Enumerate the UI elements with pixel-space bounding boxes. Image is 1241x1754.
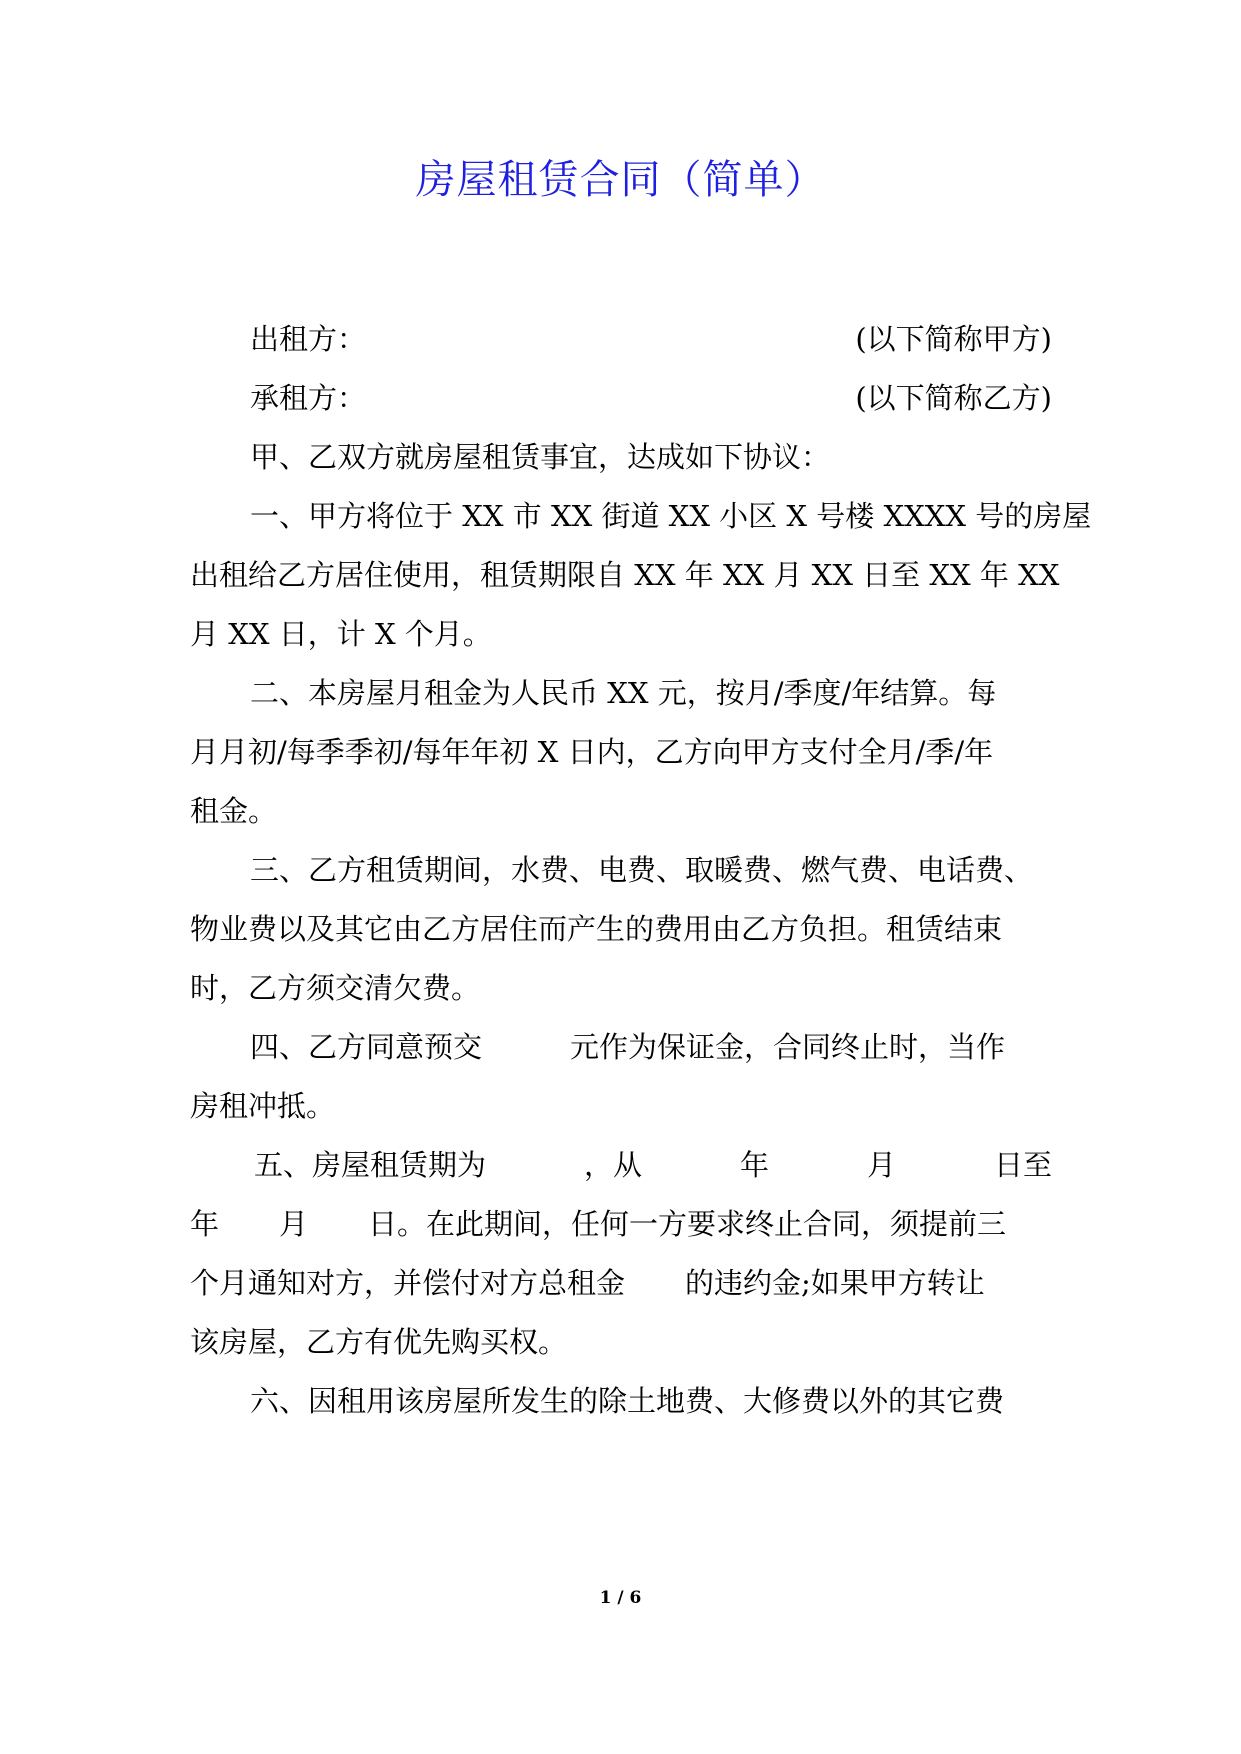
lessee-label: 承租方： (250, 381, 367, 415)
lessor-line (250, 307, 1052, 371)
page-number: 1 / 6 (599, 1588, 642, 1608)
clause-4-line-2: 房租冲抵。 (190, 1089, 336, 1123)
clause-5-text-a: 五、房屋租赁期为 (254, 1148, 487, 1182)
clause-5-day-text: 日。在此期间，任何一方要求终止合同，须提前三 (368, 1207, 1007, 1241)
clause-5-year: 年 (190, 1207, 220, 1241)
clause-5-text-d: 月 (866, 1148, 896, 1182)
clause-5-line-3 (190, 1251, 1052, 1315)
clause-2-line-3: 租金。 (190, 794, 278, 828)
clause-2-line-1: 二、本房屋月租金为人民币 XX 元，按月/季度/年结算。每 (250, 676, 997, 710)
document-title: 房屋租赁合同（简单） (415, 157, 826, 203)
clause-3-line-2: 物业费以及其它由乙方居住而产生的费用由乙方负担。租赁结束 (190, 912, 1003, 946)
intro-paragraph: 甲、乙双方就房屋租赁事宜，达成如下协议： (250, 440, 831, 474)
clause-4-text-b: 元作为保证金，合同终止时，当作 (570, 1030, 1006, 1064)
clause-5-line-1 (254, 1133, 1052, 1197)
lessee-alias: (以下简称乙方) (855, 381, 1052, 415)
clause-5-month: 月 (279, 1207, 309, 1241)
clause-3-line-3: 时，乙方须交清欠费。 (190, 971, 481, 1005)
lessor-alias: (以下简称甲方) (855, 322, 1052, 356)
clause-5-line-4: 该房屋，乙方有优先购买权。 (190, 1325, 568, 1359)
clause-2-line-2: 月月初/每季季初/每年年初 X 日内，乙方向甲方支付全月/季/年 (190, 735, 994, 769)
clause-4-text-a: 四、乙方同意预交 (250, 1030, 483, 1064)
clause-5-text-c: 年 (739, 1148, 769, 1182)
lessee-line (250, 366, 1052, 430)
clause-6-line-1: 六、因租用该房屋所发生的除土地费、大修费以外的其它费 (250, 1384, 1005, 1418)
clause-5-text-e: 日至 (993, 1148, 1052, 1182)
clause-5-text-b: ，从 (583, 1148, 642, 1182)
clause-1-line-1: 一、甲方将位于 XX 市 XX 街道 XX 小区 X 号楼 XXXX 号的房屋 (250, 499, 1092, 533)
clause-5-penalty-a: 个月通知对方，并偿付对方总租金 (190, 1266, 626, 1300)
clause-5-line-2 (190, 1192, 1052, 1256)
clause-4-line-1 (250, 1015, 1052, 1079)
clause-5-penalty-b: 的违约金;如果甲方转让 (685, 1266, 985, 1300)
clause-3-line-1: 三、乙方租赁期间，水费、电费、取暖费、燃气费、电话费、 (250, 853, 1034, 887)
clause-1-line-3: 月 XX 日，计 X 个月。 (190, 617, 492, 651)
clause-1-line-2: 出租给乙方居住使用，租赁期限自 XX 年 XX 月 XX 日至 XX 年 XX (190, 558, 1060, 592)
lessor-label: 出租方： (250, 322, 367, 356)
